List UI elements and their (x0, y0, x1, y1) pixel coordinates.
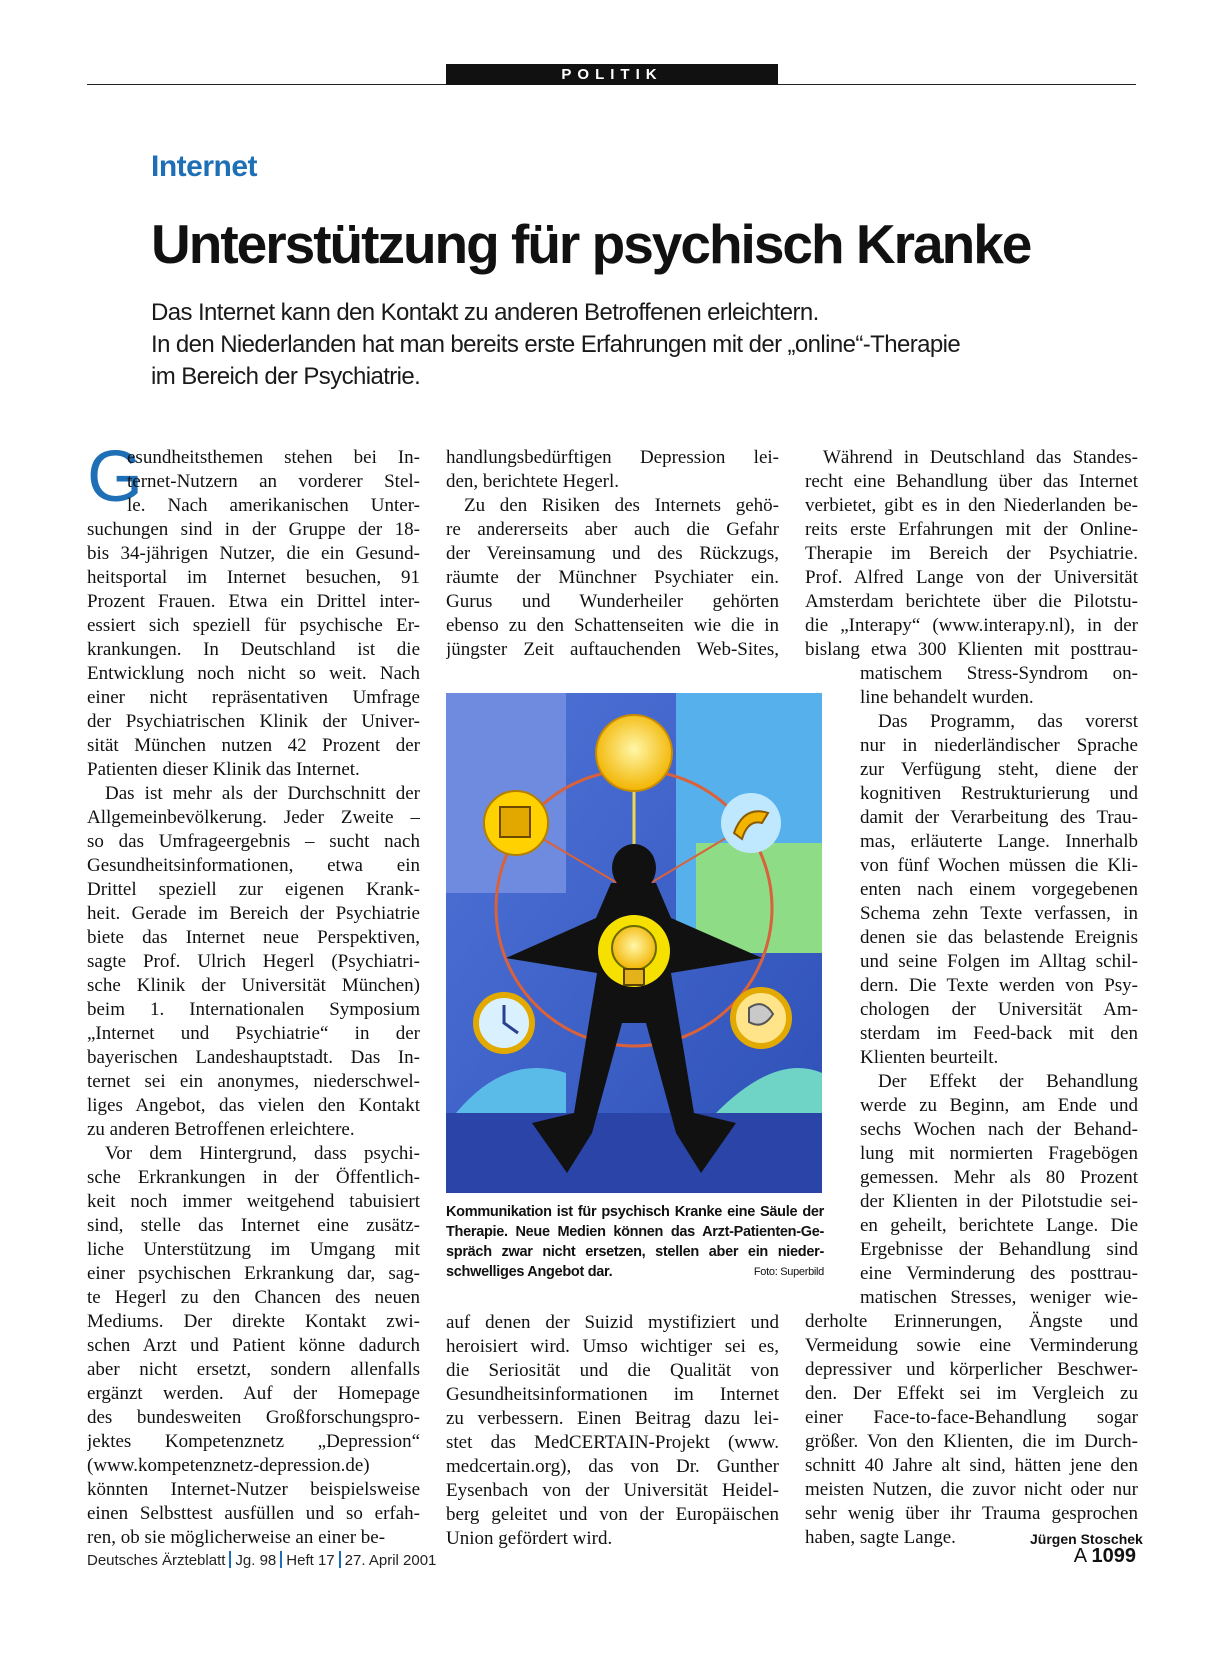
illustration-svg (446, 693, 822, 1193)
text-line: des bundesweiten Großforschungspro- (87, 1407, 420, 1428)
text-line: matischen Stresses, weniger wie- (860, 1287, 1138, 1308)
author-byline: Jürgen Stoschek (1030, 1531, 1143, 1547)
text-line: sche Klinik der Universität München) (87, 975, 420, 996)
column-2-bottom (446, 1311, 779, 1551)
caption-line (446, 1262, 824, 1282)
text-line: (www.kompetenznetz-depression.de) (87, 1455, 370, 1476)
text-line: ergänzt werden. Auf der Homepage (87, 1383, 420, 1404)
text-line: recht eine Behandlung über das Internet (805, 471, 1138, 492)
text-line: Das Programm, das vorerst (878, 711, 1138, 732)
text-line: liges Angebot, das vielen den Kontakt (87, 1095, 420, 1116)
text-line: liche Unterstützung im Umgang mit (87, 1239, 420, 1260)
text-line: Prof. Alfred Lange von der Universität (805, 567, 1138, 588)
footer-separator (280, 1551, 282, 1568)
text-line: Prozent Frauen. Etwa ein Drittel inter- (87, 591, 420, 612)
text-line: einen Selbsttest ausfüllen und so erfah- (87, 1503, 420, 1524)
text-line: heit. Gerade im Bereich der Psychiatrie (87, 903, 420, 924)
text-line: der Psychiatrischen Klinik der Univer- (87, 711, 420, 732)
text-line: heroisiert wird. Umso wichtiger sei es, (446, 1336, 779, 1357)
text-line: gemessen. Mehr als 80 Prozent (860, 1167, 1138, 1188)
text-line: lung mit normierten Fragebögen (860, 1143, 1138, 1164)
text-line: en geheilt, berichtete Lange. Die (860, 1215, 1138, 1236)
text-line: und seine Folgen im Alltag schil- (860, 951, 1138, 972)
article-illustration (446, 693, 822, 1193)
text-line: die „Interapy“ (www.interapy.nl), in der (805, 615, 1138, 636)
text-line: re andererseits aber auch die Gefahr (446, 519, 779, 540)
text-line: so das Umfrageergebnis – sucht nach (87, 831, 420, 852)
photo-credit: Foto: Superbild (753, 1266, 824, 1278)
text-line: einer Face-to-face-Behandlung sogar (805, 1407, 1138, 1428)
text-line: Während in Deutschland das Standes- (823, 447, 1138, 468)
page-footer (87, 1551, 436, 1569)
column-1 (87, 446, 420, 1550)
text-line: keit noch immer weitgehend tabuisiert (87, 1191, 420, 1212)
text-line: nur in niederländischer Sprache (860, 735, 1138, 756)
journal-date: 27. April 2001 (344, 1552, 437, 1569)
caption-line: Therapie. Neue Medien können das Arzt-Patienten-Ge- (446, 1224, 824, 1240)
article-headline: Unterstützung für psychisch Kranke (151, 213, 1031, 275)
text-line: Gurus und Wunderheiler gehörten (446, 591, 779, 612)
text-line: räumte der Münchner Psychiater ein. (446, 567, 779, 588)
text-line: essiert sich speziell für psychische Er- (87, 615, 420, 636)
text-line: Patienten dieser Klinik das Internet. (87, 759, 360, 780)
lead-line: In den Niederlanden hat man bereits erste Erfahrungen mit der „online“-Therapie (151, 331, 961, 358)
text-line: biete das Internet neue Perspektiven, (87, 927, 420, 948)
text-line: schen Arzt und Patient könne dadurch (87, 1335, 420, 1356)
footer-separator (339, 1551, 341, 1568)
caption-last-text: schwelliges Angebot dar. (446, 1264, 613, 1280)
text-line: eine Verminderung des posttrau- (860, 1263, 1138, 1284)
text-line: heitsportal im Internet besuchen, 91 (87, 567, 420, 588)
journal-volume: Jg. 98 (235, 1552, 277, 1569)
text-line: der Klienten in der Pilotstudie sei- (860, 1191, 1138, 1212)
text-line: handlungsbedürftigen Depression lei- (446, 447, 779, 468)
text-line: bislang etwa 300 Klienten mit posttrau- (805, 639, 1138, 660)
text-line: der Vereinsamung und des Rückzugs, (446, 543, 779, 564)
text-line: sehr wenig über ihr Trauma gesprochen (805, 1503, 1138, 1524)
lead-line: im Bereich der Psychiatrie. (151, 363, 421, 390)
text-line: Vor dem Hintergrund, dass psychi- (105, 1143, 420, 1164)
text-line: ternet-Nutzern an vorderer Stel- (127, 471, 420, 492)
text-line: bayerischen Landeshauptstadt. Das In- (87, 1047, 420, 1068)
journal-issue: Heft 17 (286, 1552, 335, 1569)
text-line: Therapie im Bereich der Psychiatrie. (805, 543, 1138, 564)
text-line: „Internet und Psychiatrie“ in der (87, 1023, 420, 1044)
text-line: Ergebnisse der Behandlung sind (860, 1239, 1138, 1260)
text-line: Drittel speziell zur eigenen Krank- (87, 879, 420, 900)
text-line: Eysenbach von der Universität Heidel- (446, 1480, 779, 1501)
text-line: werde zu Beginn, am Ende und (860, 1095, 1138, 1116)
text-line: bis 34-jährigen Nutzer, die ein Gesund- (87, 543, 420, 564)
text-line: auf denen der Suizid mystifiziert und (446, 1312, 779, 1333)
text-line: zur Verfügung steht, diene der (860, 759, 1138, 780)
footer-separator (229, 1551, 231, 1568)
text-line: meisten Nutzen, die zuvor nicht oder nur (805, 1479, 1138, 1500)
text-line: den. Der Effekt sei im Vergleich zu (805, 1383, 1138, 1404)
text-line: jüngster Zeit auftauchenden Web-Sites, (446, 639, 779, 660)
text-line: Schema zehn Texte verfassen, in (860, 903, 1138, 924)
text-line: sind, stelle das Internet eine zusätz- (87, 1215, 420, 1236)
text-line: sche Erkrankungen in der Öffentlich- (87, 1167, 420, 1188)
text-line: aber nicht ersetzt, sondern allenfalls (87, 1359, 420, 1380)
text-line: derholte Erinnerungen, Ängste und (805, 1311, 1138, 1332)
caption-line: Kommunikation ist für psychisch Kranke eine Säule der (446, 1204, 824, 1220)
column-2-top (446, 446, 779, 662)
text-line: line behandelt wurden. (860, 687, 1034, 708)
text-line: Gesundheitsinformationen im Internet (446, 1384, 779, 1405)
text-line: medcertain.org), das von Dr. Gunther (446, 1456, 779, 1477)
text-line: Klienten beurteilt. (860, 1047, 999, 1068)
text-line: enten nach einem vorgegebenen (860, 879, 1138, 900)
text-line: von fünf Wochen müssen die Kli- (860, 855, 1138, 876)
text-line: dern. Die Texte werden von Psy- (860, 975, 1138, 996)
text-line: berg geleitet und von der Europäischen (446, 1504, 779, 1525)
text-line: sterdam im Feed-back mit den (860, 1023, 1138, 1044)
figure-caption (446, 1202, 824, 1282)
text-line: haben, sagte Lange. (805, 1527, 956, 1548)
page-prefix: A (1073, 1545, 1086, 1567)
text-line: krankungen. In Deutschland ist die (87, 639, 420, 660)
text-line: schnitt 40 Jahre alt sind, hätten jene den (805, 1455, 1138, 1476)
text-line: mas, erläuterte Lange. Innerhalb (860, 831, 1138, 852)
text-line: die Seriosität und die Qualität von (446, 1360, 779, 1381)
text-line: denen sie das belastende Ereignis (860, 927, 1138, 948)
text-line: ternet sei ein anonymes, niederschwel- (87, 1071, 420, 1092)
text-line: esundheitsthemen stehen bei In- (127, 447, 420, 468)
text-line: Vermeidung sowie eine Verminderung (805, 1335, 1138, 1356)
text-line: Gesundheitsinformationen, etwa ein (87, 855, 420, 876)
drop-cap: G (87, 437, 144, 517)
text-line: Union gefördert wird. (446, 1528, 613, 1549)
text-line: sechs Wochen nach der Behand- (860, 1119, 1138, 1140)
text-line: damit der Verarbeitung des Trau- (860, 807, 1138, 828)
caption-line: spräch zwar nicht ersetzen, stellen aber ein nieder- (446, 1244, 824, 1260)
text-line: chologen der Universität Am- (860, 999, 1138, 1020)
text-line: kognitiven Restrukturierung und (860, 783, 1138, 804)
text-line: ebenso zu den Schattenseiten wie die in (446, 615, 779, 636)
article-kicker: Internet (151, 150, 258, 183)
text-line: zu anderen Betroffenen erleichtere. (87, 1119, 355, 1140)
text-line: Allgemeinbevölkerung. Jeder Zweite – (87, 807, 420, 828)
text-line: einer nicht repräsentativen Umfrage (87, 687, 420, 708)
text-line: den, berichtete Hegerl. (446, 471, 620, 492)
text-line: verbietet, gibt es in den Niederlanden be- (805, 495, 1138, 516)
page-number (1074, 1545, 1136, 1568)
column-3 (805, 446, 1138, 1550)
lead-line: Das Internet kann den Kontakt zu anderen Betroffenen erleichtern. (151, 299, 819, 326)
text-line: Zu den Risiken des Internets gehö- (464, 495, 779, 516)
text-line: depressiver und körperlicher Beschwer- (805, 1359, 1138, 1380)
text-line: ren, ob sie möglicherweise an einer be- (87, 1527, 386, 1548)
text-line: Mediums. Der direkte Kontakt zwi- (87, 1311, 420, 1332)
text-line: könnten Internet-Nutzer beispielsweise (87, 1479, 420, 1500)
text-line: sität München nutzen 42 Prozent der (87, 735, 420, 756)
text-line: zu verbessern. Einen Beitrag dazu lei- (446, 1408, 779, 1429)
text-line: größer. Von den Klienten, die im Durch- (805, 1431, 1138, 1452)
text-line: beim 1. Internationalen Symposium (87, 999, 420, 1020)
section-label: POLITIK (446, 64, 778, 85)
text-line: le. Nach amerikanischen Unter- (127, 495, 420, 516)
text-line: Amsterdam berichtete über die Pilotstu- (805, 591, 1138, 612)
page-number-value: 1099 (1091, 1545, 1136, 1567)
text-line: stet das MedCERTAIN-Projekt (www. (446, 1432, 779, 1453)
text-line: sagte Prof. Ulrich Hegerl (Psychiatri- (87, 951, 420, 972)
text-line: suchungen sind in der Gruppe der 18- (87, 519, 420, 540)
journal-name: Deutsches Ärzteblatt (87, 1552, 226, 1569)
text-line: jektes Kompetenznetz „Depression“ (87, 1431, 420, 1452)
text-line: Das ist mehr als der Durchschnitt der (105, 783, 420, 804)
text-line: Der Effekt der Behandlung (878, 1071, 1138, 1092)
text-line: te Hegerl zu den Chancen des neuen (87, 1287, 420, 1308)
article-lead (151, 297, 1111, 393)
text-line: Entwicklung noch nicht so weit. Nach (87, 663, 420, 684)
text-line: reits erste Erfahrungen mit der Online- (805, 519, 1138, 540)
text-line: einer psychischen Erkrankung dar, sag- (87, 1263, 420, 1284)
text-line: matischem Stress-Syndrom on- (860, 663, 1138, 684)
